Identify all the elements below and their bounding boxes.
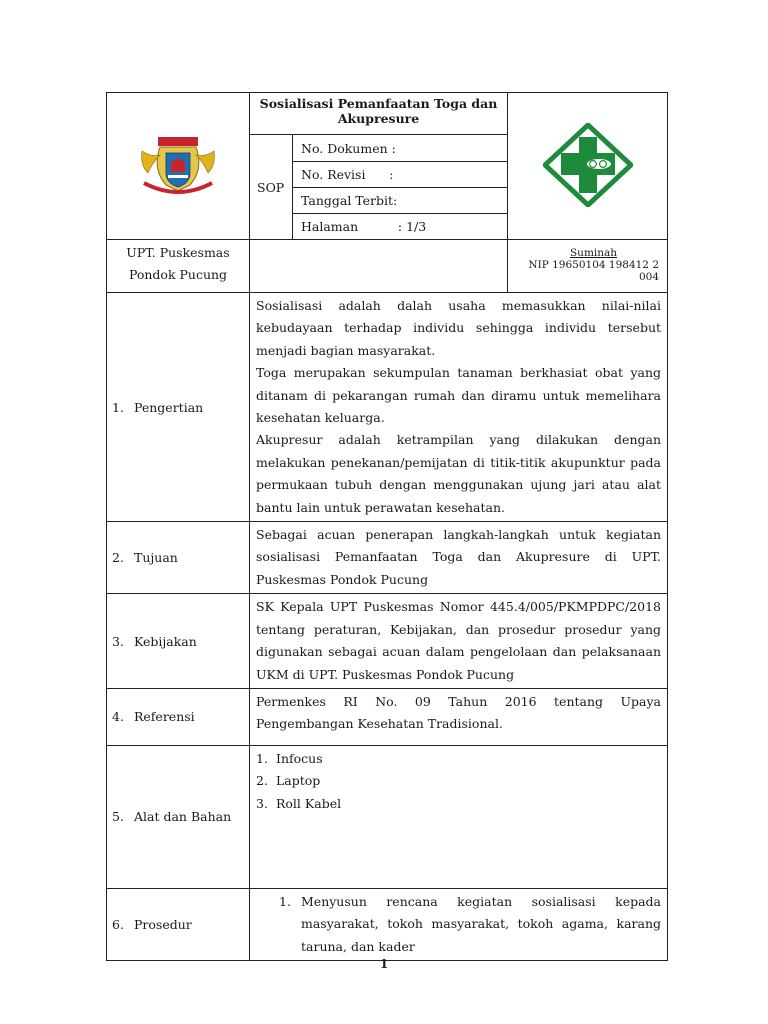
paragraph: Permenkes RI No. 09 Tahun 2016 tentang Upaya Pengembangan Kesehatan Tradisional. (256, 693, 662, 732)
puskesmas-logo-icon (543, 123, 633, 207)
meta-no-dokumen: No. Dokumen : (293, 135, 508, 162)
blank-cell (250, 240, 508, 293)
section-alat-content (250, 745, 668, 888)
meta-halaman: Halaman : 1/3 (293, 214, 508, 240)
section-referensi-content (250, 688, 668, 745)
equipment-list (256, 748, 661, 815)
org-line1: UPT. Puskesmas (126, 245, 230, 260)
section-kebijakan-label: 3. Kebijakan (107, 594, 250, 689)
paragraph: SK Kepala UPT Puskesmas Nomor 445.4/005/PKMPDPC/2018 tentang peraturan, Kebijakan, dan prosedur prosedur yang digunakan sebagai acuan dalam pengelolaan dan pelaksanaan UKM di UPT. Puskesmas Pondok Pucung (256, 599, 662, 682)
list-item: 1. Menyusun rencana kegiatan sosialisasi kepada masyarakat, tokoh masyarakat, tokoh agama, karang taruna, dan kader (279, 893, 662, 954)
sop-title-line1: Sosialisasi Pemanfaatan Toga dan (259, 96, 498, 111)
section-prosedur-content (250, 888, 668, 960)
paragraph: Toga merupakan sekumpulan tanaman berkhasiat obat yang ditanam di pekarangan rumah dan diramu untuk memelihara kesehatan keluarga. (256, 365, 662, 426)
list-item: 3. Roll Kabel (256, 795, 342, 811)
sop-title-line2: Akupresure (337, 111, 420, 126)
section-pengertian-content (250, 293, 668, 522)
section-pengertian-label: 1. Pengertian (107, 293, 250, 522)
tangsel-logo-cell (107, 93, 250, 240)
sop-label: SOP (250, 135, 293, 240)
section-kebijakan-content (250, 594, 668, 689)
section-prosedur-label: 6. Prosedur (107, 888, 250, 960)
section-tujuan-content (250, 522, 668, 594)
section-tujuan-label: 2. Tujuan (107, 522, 250, 594)
section-alat-label: 5. Alat dan Bahan (107, 745, 250, 888)
procedure-list (256, 891, 661, 958)
org-name (107, 240, 250, 293)
section-referensi-label: 4. Referensi (107, 688, 250, 745)
signature-block (508, 240, 668, 293)
meta-tanggal-terbit: Tanggal Terbit: (293, 188, 508, 214)
tangsel-emblem-icon (130, 129, 226, 201)
signer-nip: NIP 19650104 198412 2 004 (528, 259, 660, 283)
list-item: 2. Laptop (256, 773, 321, 789)
paragraph: Sosialisasi adalah dalah usaha memasukkan nilai-nilai kebudayaan terhadap individu sehingga individu tersebut menjadi bagian masyarakat. (256, 298, 662, 358)
page-number: 1 (379, 957, 389, 971)
paragraph: Akupresur adalah ketrampilan yang dilakukan dengan melakukan penekanan/pemijatan di titik-titik akupunktur pada permukaan tubuh dengan menggunakan ujung jari atau alat bantu lain untuk perawatan kesehatan. (256, 432, 662, 515)
list-item: 1. Infocus (256, 750, 323, 766)
sop-title (250, 93, 508, 135)
meta-no-revisi: No. Revisi : (293, 162, 508, 188)
sop-table (106, 92, 668, 961)
signer-name: Suminah (569, 247, 618, 259)
org-line2: Pondok Pucung (128, 267, 228, 282)
paragraph: Sebagai acuan penerapan langkah-langkah untuk kegiatan sosialisasi Pemanfaatan Toga dan Akupresure di UPT. Puskesmas Pondok Pucung (256, 527, 662, 587)
puskesmas-logo-cell (508, 93, 668, 240)
